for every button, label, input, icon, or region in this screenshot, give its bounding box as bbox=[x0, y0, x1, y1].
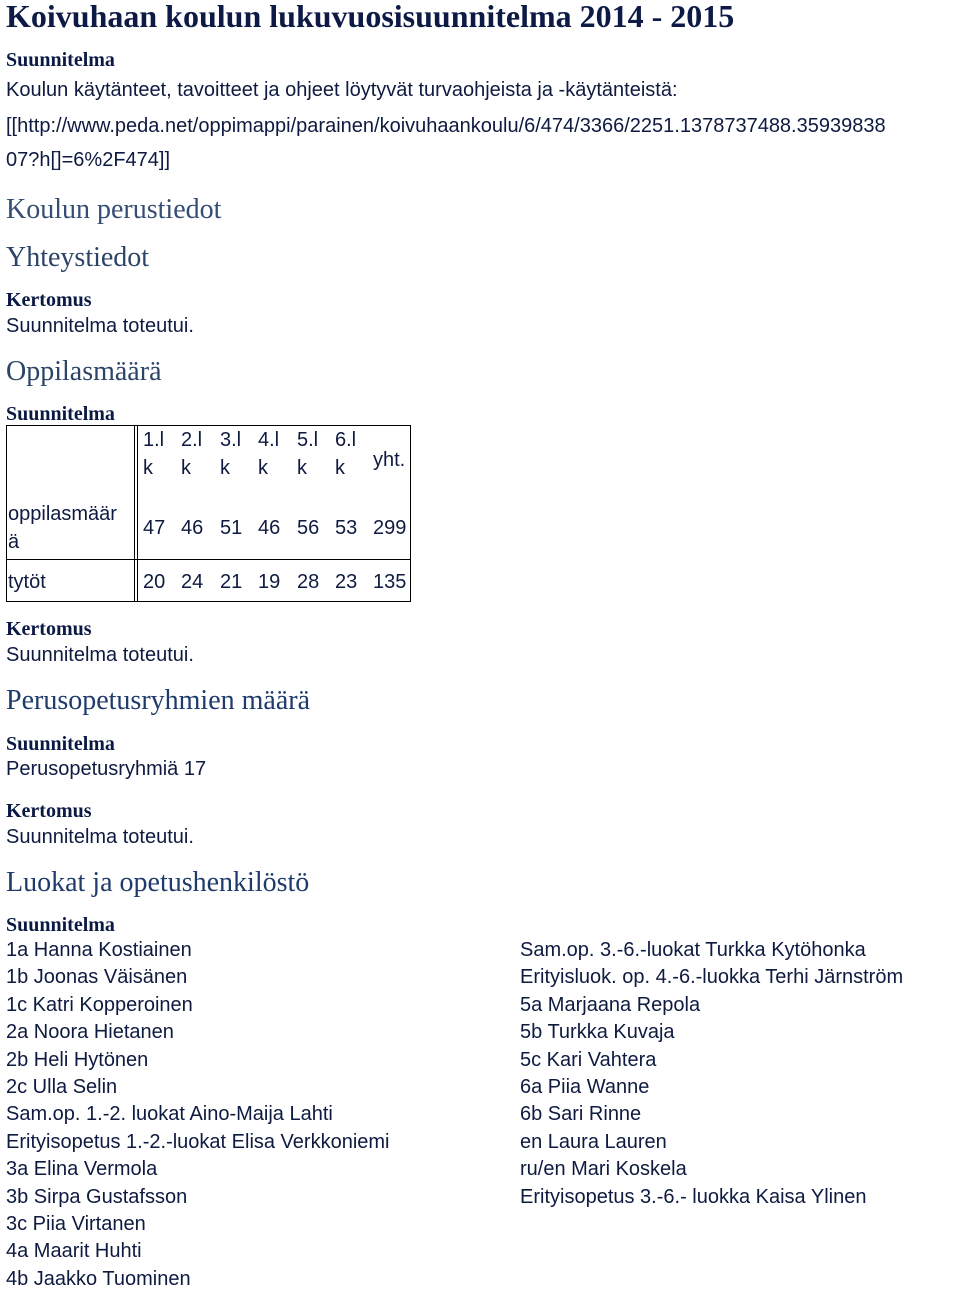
table-cell: 21 bbox=[220, 571, 243, 593]
list-item: 3a Elina Vermola bbox=[6, 1158, 158, 1181]
header-text: 4.l k bbox=[258, 429, 280, 479]
intro-link-part1[interactable]: [[http://www.peda.net/oppimappi/parainen/koivuhaankoulu/6/474/3366/2251.1378737488.35939838 bbox=[6, 115, 886, 137]
heading-koulun-perustiedot: Koulun perustiedot bbox=[6, 194, 222, 225]
list-item: 3c Piia Virtanen bbox=[6, 1213, 146, 1236]
table-header-cell bbox=[335, 426, 356, 482]
list-item: ru/en Mari Koskela bbox=[520, 1158, 687, 1181]
heading-luokat: Luokat ja opetushenkilöstö bbox=[6, 867, 310, 898]
list-item: 1a Hanna Kostiainen bbox=[6, 939, 192, 961]
table-header-cell bbox=[143, 426, 164, 482]
table-header-cell bbox=[220, 426, 241, 482]
header-text: 6.l k bbox=[335, 429, 357, 479]
header-text: yht. bbox=[373, 449, 406, 471]
section-label-kertomus: Kertomus bbox=[6, 289, 92, 311]
table-cell: 28 bbox=[297, 571, 320, 593]
table-cell: 299 bbox=[373, 517, 407, 539]
table-header-cell bbox=[258, 426, 279, 482]
table-header-cell bbox=[373, 446, 405, 474]
list-item: 1c Katri Kopperoinen bbox=[6, 993, 193, 1016]
heading-yhteystiedot: Yhteystiedot bbox=[6, 242, 150, 273]
staff-list-right bbox=[520, 937, 903, 1211]
page-title: Koivuhaan koulun lukuvuosisuunnitelma 2014 - 2015 bbox=[6, 0, 735, 34]
table-row-label: oppilasmäär ä bbox=[8, 503, 117, 553]
status-text: Suunnitelma toteutui. bbox=[6, 315, 194, 337]
section-label-suunnitelma: Suunnitelma bbox=[6, 914, 115, 936]
section-label-suunnitelma: Suunnitelma bbox=[6, 49, 115, 71]
list-item: en Laura Lauren bbox=[520, 1130, 667, 1153]
list-item: Erityisluok. op. 4.-6.-luokka Terhi Järnström bbox=[520, 966, 904, 989]
table-border-left bbox=[6, 425, 7, 602]
list-item: 3b Sirpa Gustafsson bbox=[6, 1185, 188, 1208]
section-label-kertomus: Kertomus bbox=[6, 800, 92, 822]
list-item: Erityisopetus 1.-2.-luokat Elisa Verkkoniemi bbox=[6, 1130, 390, 1153]
table-cell: 56 bbox=[297, 517, 320, 539]
list-item: 6b Sari Rinne bbox=[520, 1103, 642, 1126]
section-label-suunnitelma: Suunnitelma bbox=[6, 733, 115, 755]
header-text: 5.l k bbox=[297, 429, 319, 479]
header-text: 2.l k bbox=[181, 429, 203, 479]
table-cell: 19 bbox=[258, 571, 281, 593]
list-item: 5b Turkka Kuvaja bbox=[520, 1021, 675, 1044]
table-border-right bbox=[410, 425, 411, 602]
list-item: Erityisopetus 3.-6.- luokka Kaisa Ylinen bbox=[520, 1185, 867, 1208]
table-row-label: tytöt bbox=[8, 571, 46, 593]
staff-list-left bbox=[6, 937, 390, 1293]
table-cell: 46 bbox=[258, 517, 281, 539]
table-col-divider bbox=[134, 425, 135, 602]
table-header-cell bbox=[297, 426, 318, 482]
table-divider bbox=[6, 559, 411, 560]
heading-oppilasmaara: Oppilasmäärä bbox=[6, 356, 162, 387]
table-col-divider bbox=[137, 425, 138, 602]
list-item: 1b Joonas Väisänen bbox=[6, 966, 188, 989]
heading-perusopetusryhmien-maara: Perusopetusryhmien määrä bbox=[6, 685, 311, 716]
table-cell: 53 bbox=[335, 517, 358, 539]
table-cell: 135 bbox=[373, 571, 407, 593]
list-item: 5c Kari Vahtera bbox=[520, 1048, 657, 1071]
table-cell: 20 bbox=[143, 571, 166, 593]
list-item: Sam.op. 1.-2. luokat Aino-Maija Lahti bbox=[6, 1103, 333, 1126]
header-text: 1.l k bbox=[143, 429, 165, 479]
table-cell: 46 bbox=[181, 517, 204, 539]
section-label-kertomus: Kertomus bbox=[6, 618, 92, 640]
list-item: 2c Ulla Selin bbox=[6, 1076, 118, 1099]
group-count-text: Perusopetusryhmiä 17 bbox=[6, 758, 207, 780]
list-item: Sam.op. 3.-6.-luokat Turkka Kytöhonka bbox=[520, 939, 866, 961]
intro-link-part2[interactable]: 07?h[]=6%2F474]] bbox=[6, 149, 171, 171]
list-item: 6a Piia Wanne bbox=[520, 1076, 650, 1099]
table-cell: 23 bbox=[335, 571, 358, 593]
list-item: 2b Heli Hytönen bbox=[6, 1048, 149, 1071]
list-item: 4a Maarit Huhti bbox=[6, 1240, 142, 1263]
status-text: Suunnitelma toteutui. bbox=[6, 644, 194, 666]
table-border-bottom bbox=[6, 601, 411, 602]
table-cell: 51 bbox=[220, 517, 243, 539]
intro-text: Koulun käytänteet, tavoitteet ja ohjeet löytyvät turvaohjeista ja -käytänteistä: bbox=[6, 79, 678, 101]
status-text: Suunnitelma toteutui. bbox=[6, 826, 194, 848]
list-item: 5a Marjaana Repola bbox=[520, 993, 701, 1016]
table-header-cell bbox=[181, 426, 202, 482]
header-text: 3.l k bbox=[220, 429, 242, 479]
table-cell: 24 bbox=[181, 571, 204, 593]
list-item: 4b Jaakko Tuominen bbox=[6, 1267, 191, 1290]
table-cell: 47 bbox=[143, 517, 166, 539]
list-item: 2a Noora Hietanen bbox=[6, 1021, 174, 1044]
section-label-suunnitelma: Suunnitelma bbox=[6, 403, 115, 425]
